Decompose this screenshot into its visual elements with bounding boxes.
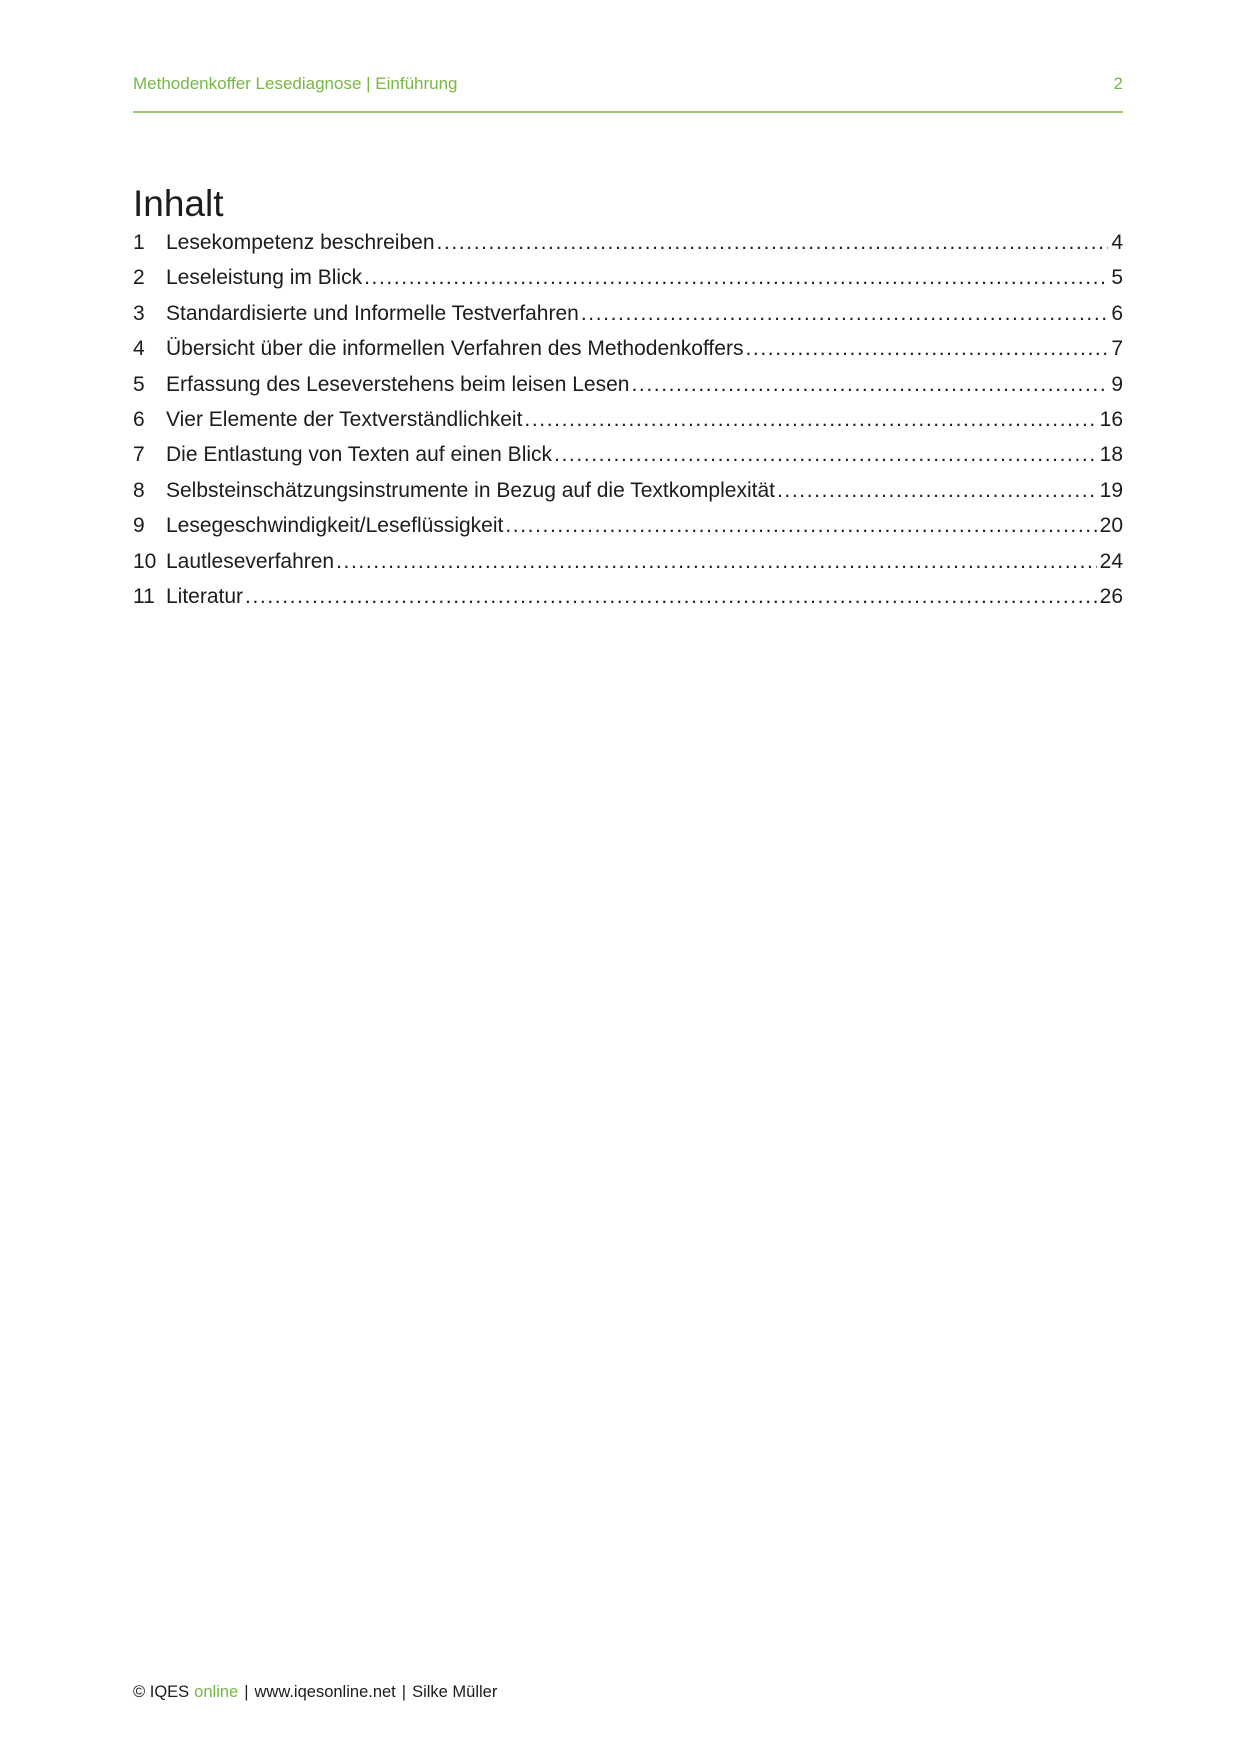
footer-separator: | xyxy=(401,1683,407,1701)
toc-entry-label: Lesekompetenz beschreiben xyxy=(166,231,435,254)
toc-dotted-leader xyxy=(364,266,1108,290)
toc-dotted-leader xyxy=(437,231,1109,255)
toc-dotted-leader xyxy=(631,373,1108,397)
toc-entry-number: 5 xyxy=(133,372,145,396)
toc-entry-label: Übersicht über die informellen Verfahren des Methodenkoffers xyxy=(166,337,744,361)
toc-entry-label: Lautleseverfahren xyxy=(166,549,335,573)
footer-brand: online xyxy=(194,1683,239,1701)
toc-dotted-leader xyxy=(581,302,1108,326)
toc-entry[interactable] xyxy=(133,585,1123,620)
page-header xyxy=(133,74,1123,113)
toc-entry[interactable] xyxy=(133,266,1123,301)
toc-entry-page: 5 xyxy=(1111,266,1123,290)
toc-entry-number: 9 xyxy=(133,514,145,538)
toc-entry[interactable] xyxy=(133,479,1123,514)
toc-dotted-leader xyxy=(245,585,1097,609)
toc-entry-page: 4 xyxy=(1111,231,1123,254)
toc-entry-page: 26 xyxy=(1099,584,1123,608)
toc-heading: Inhalt xyxy=(133,183,224,224)
toc-dotted-leader xyxy=(745,337,1108,361)
footer-copyright: © IQES xyxy=(133,1683,190,1701)
toc-entry[interactable] xyxy=(133,337,1123,372)
header-title: Methodenkoffer Lesediagnose | Einführung xyxy=(133,74,458,93)
toc-entry-page: 19 xyxy=(1099,478,1123,502)
toc-entry[interactable] xyxy=(133,231,1123,266)
toc-entry-page: 16 xyxy=(1099,407,1123,431)
toc-entry-page: 9 xyxy=(1111,372,1123,396)
toc-dotted-leader xyxy=(505,514,1096,538)
toc-entry-label: Lesegeschwindigkeit/Leseflüssigkeit xyxy=(166,514,504,538)
toc-entry[interactable] xyxy=(133,514,1123,549)
toc-dotted-leader xyxy=(336,550,1097,574)
toc-dotted-leader xyxy=(524,408,1096,432)
toc-entry-number: 10 xyxy=(133,549,157,573)
toc-entry-page: 18 xyxy=(1099,443,1123,467)
toc-entry-label: Erfassung des Leseverstehens beim leisen Lesen xyxy=(166,372,630,396)
toc-entry-number: 7 xyxy=(133,443,145,467)
toc-entry-page: 6 xyxy=(1111,301,1123,325)
page-main xyxy=(133,183,1123,620)
toc-entry-number: 2 xyxy=(133,266,145,290)
header-page-number: 2 xyxy=(1113,74,1123,93)
toc-entry-label: Standardisierte und Informelle Testverfahren xyxy=(166,301,579,325)
footer-url[interactable]: www.iqesonline.net xyxy=(254,1683,396,1701)
toc-entry[interactable] xyxy=(133,443,1123,478)
toc-entry[interactable] xyxy=(133,373,1123,408)
toc-entry-number: 1 xyxy=(133,231,145,254)
table-of-contents xyxy=(133,231,1123,620)
toc-entry[interactable] xyxy=(133,408,1123,443)
footer-author: Silke Müller xyxy=(412,1683,498,1701)
toc-dotted-leader xyxy=(777,479,1097,503)
toc-entry-label: Vier Elemente der Textverständlichkeit xyxy=(166,407,523,431)
toc-entry-number: 8 xyxy=(133,478,145,502)
toc-entry-page: 20 xyxy=(1099,514,1123,538)
toc-entry[interactable] xyxy=(133,550,1123,585)
toc-entry-label: Die Entlastung von Texten auf einen Blick xyxy=(166,443,553,467)
toc-entry-number: 3 xyxy=(133,301,145,325)
toc-entry-page: 7 xyxy=(1111,337,1123,361)
toc-entry-page: 24 xyxy=(1099,549,1123,573)
toc-entry-number: 11 xyxy=(133,584,155,608)
toc-entry-label: Selbsteinschätzungsinstrumente in Bezug auf die Textkomplexität xyxy=(166,478,775,502)
toc-entry-number: 4 xyxy=(133,337,145,361)
toc-entry-number: 6 xyxy=(133,407,145,431)
page-footer xyxy=(133,1682,497,1702)
toc-dotted-leader xyxy=(554,443,1097,467)
header-rule xyxy=(133,111,1123,113)
toc-entry-label: Leseleistung im Blick xyxy=(166,266,363,290)
toc-entry-label: Literatur xyxy=(166,584,244,608)
footer-separator: | xyxy=(244,1683,249,1701)
toc-entry[interactable] xyxy=(133,302,1123,337)
